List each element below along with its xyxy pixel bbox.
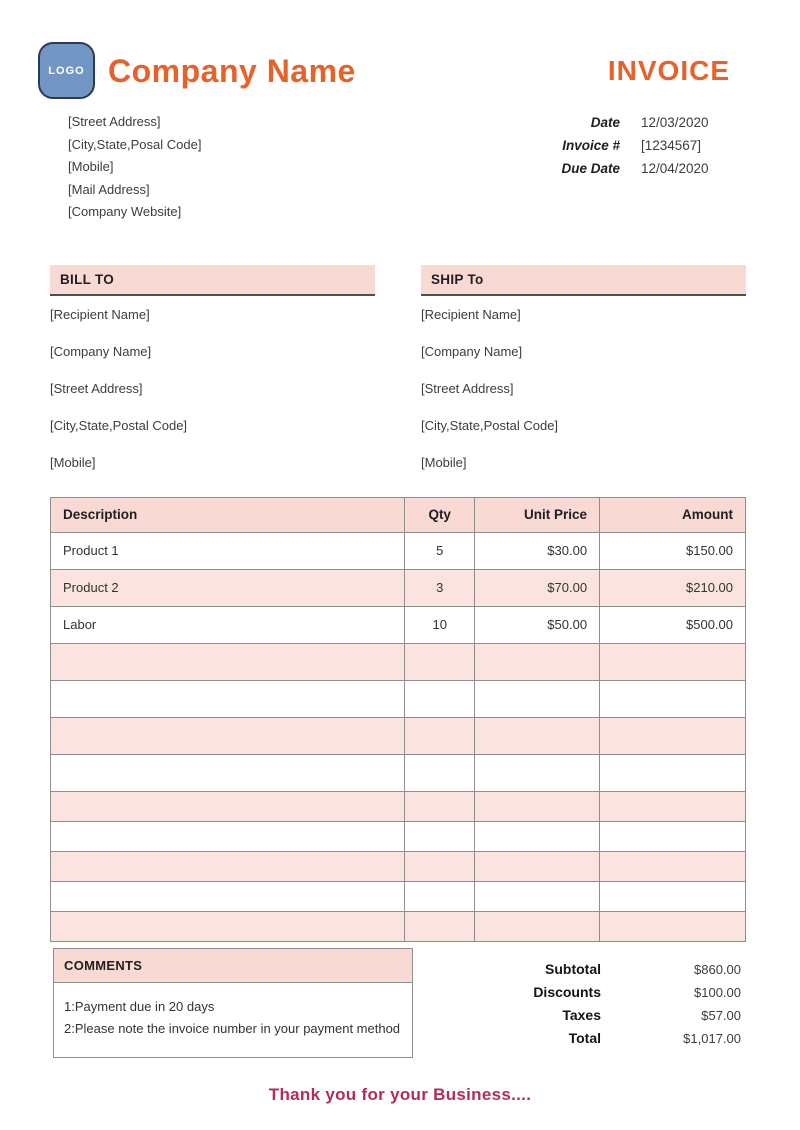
due-date-value: 12/04/2020	[641, 161, 709, 176]
item-row	[51, 606, 746, 643]
due-date-row	[502, 157, 741, 180]
empty-cell	[600, 821, 746, 851]
item-row	[51, 532, 746, 569]
empty-cell	[405, 643, 475, 680]
logo-text: LOGO	[48, 64, 85, 77]
comment-line: 2:Please note the invoice number in your payment method	[64, 1021, 401, 1036]
empty-item-row	[51, 911, 746, 941]
empty-cell	[600, 643, 746, 680]
invoice-meta-block	[502, 111, 741, 224]
empty-cell	[474, 911, 599, 941]
empty-item-row	[51, 881, 746, 911]
item-description: Product 1	[51, 532, 405, 569]
due-date-label: Due Date	[561, 161, 620, 176]
items-table-wrap	[0, 481, 800, 942]
empty-cell	[474, 821, 599, 851]
item-unit-price: $50.00	[474, 606, 599, 643]
ship-to-header: SHIP To	[421, 265, 746, 296]
empty-cell	[474, 643, 599, 680]
company-address-block	[68, 111, 201, 224]
invoice-title: INVOICE	[607, 55, 730, 86]
empty-cell	[600, 791, 746, 821]
date-label: Date	[590, 115, 620, 130]
discounts-value: $100.00	[694, 984, 741, 1000]
empty-cell	[474, 851, 599, 881]
empty-cell	[51, 643, 405, 680]
items-table-body	[51, 532, 746, 941]
company-name: Company Name	[108, 53, 356, 89]
empty-cell	[600, 717, 746, 754]
ship-to-company-name: [Company Name]	[421, 343, 523, 359]
item-amount: $210.00	[600, 569, 746, 606]
item-description: Labor	[51, 606, 405, 643]
bottom-section	[0, 942, 800, 1058]
empty-item-row	[51, 717, 746, 754]
item-amount: $150.00	[600, 532, 746, 569]
bill-to-header: BILL TO	[50, 265, 375, 296]
totals-block	[481, 948, 741, 1058]
ship-to-mobile: [Mobile]	[421, 454, 467, 470]
empty-item-row	[51, 851, 746, 881]
item-row	[51, 569, 746, 606]
empty-cell	[405, 911, 475, 941]
empty-item-row	[51, 791, 746, 821]
company-mail-address: [Mail Address]	[68, 181, 150, 197]
comments-body	[54, 983, 412, 1057]
invoice-date-row	[502, 111, 741, 134]
empty-cell	[474, 680, 599, 717]
company-website: [Company Website]	[68, 204, 182, 219]
empty-cell	[600, 754, 746, 791]
total-value: $1,017.00	[683, 1030, 741, 1046]
items-table	[50, 497, 746, 942]
taxes-value: $57.00	[701, 1007, 741, 1023]
empty-cell	[51, 911, 405, 941]
taxes-row	[481, 1004, 741, 1027]
ship-to-recipient-name: [Recipient Name]	[421, 306, 521, 322]
empty-cell	[474, 791, 599, 821]
empty-cell	[405, 821, 475, 851]
empty-cell	[600, 881, 746, 911]
bill-to-street-address: [Street Address]	[50, 380, 143, 396]
item-description: Product 2	[51, 569, 405, 606]
empty-cell	[405, 881, 475, 911]
item-unit-price: $30.00	[474, 532, 599, 569]
bill-to-company-name: [Company Name]	[50, 343, 152, 359]
bill-to-city-state: [City,State,Postal Code]	[50, 417, 188, 433]
comments-box	[53, 948, 413, 1058]
thank-you-message: Thank you for your Business....	[268, 1084, 532, 1104]
empty-cell	[51, 851, 405, 881]
items-table-header-row	[51, 497, 746, 532]
header	[0, 0, 800, 99]
item-unit-price: $70.00	[474, 569, 599, 606]
invoice-number-row	[502, 134, 741, 157]
discounts-label: Discounts	[533, 983, 601, 1000]
invoice-number-value: [1234567]	[641, 138, 702, 153]
col-header-unit-price: Unit Price	[474, 497, 599, 532]
empty-cell	[600, 911, 746, 941]
company-logo	[38, 42, 95, 99]
empty-cell	[51, 791, 405, 821]
col-header-description: Description	[51, 497, 405, 532]
empty-cell	[405, 680, 475, 717]
ship-to-city-state: [City,State,Postal Code]	[421, 417, 559, 433]
empty-cell	[51, 717, 405, 754]
item-qty: 5	[405, 532, 475, 569]
empty-cell	[51, 754, 405, 791]
ship-to-fields	[421, 296, 746, 481]
item-amount: $500.00	[600, 606, 746, 643]
empty-cell	[474, 881, 599, 911]
subtotal-value: $860.00	[694, 961, 741, 977]
empty-item-row	[51, 754, 746, 791]
company-street-address: [Street Address]	[68, 114, 161, 129]
total-label: Total	[568, 1029, 601, 1046]
info-row	[0, 99, 800, 224]
bill-to-fields	[50, 296, 375, 481]
company-mobile: [Mobile]	[68, 159, 114, 174]
item-qty: 3	[405, 569, 475, 606]
col-header-qty: Qty	[405, 497, 475, 532]
ship-to-section	[421, 265, 746, 481]
comment-line: 1:Payment due in 20 days	[64, 998, 215, 1014]
empty-cell	[600, 680, 746, 717]
empty-cell	[600, 851, 746, 881]
empty-cell	[51, 680, 405, 717]
subtotal-label: Subtotal	[545, 960, 601, 977]
bill-to-recipient-name: [Recipient Name]	[50, 306, 150, 322]
company-city-state: [City,State,Posal Code]	[68, 136, 202, 152]
col-header-amount: Amount	[600, 497, 746, 532]
empty-cell	[51, 881, 405, 911]
empty-cell	[405, 851, 475, 881]
comments-header: COMMENTS	[54, 949, 412, 983]
ship-to-street-address: [Street Address]	[421, 380, 514, 396]
total-row	[481, 1027, 741, 1050]
empty-cell	[405, 791, 475, 821]
empty-cell	[405, 754, 475, 791]
empty-cell	[405, 717, 475, 754]
date-value: 12/03/2020	[641, 115, 709, 130]
subtotal-row	[481, 958, 741, 981]
taxes-label: Taxes	[562, 1006, 601, 1023]
empty-item-row	[51, 821, 746, 851]
discounts-row	[481, 981, 741, 1004]
addresses-section	[0, 224, 800, 481]
bill-to-section	[50, 265, 375, 481]
empty-item-row	[51, 643, 746, 680]
item-qty: 10	[405, 606, 475, 643]
bill-to-mobile: [Mobile]	[50, 454, 96, 470]
empty-cell	[474, 754, 599, 791]
invoice-number-label: Invoice #	[562, 138, 620, 153]
empty-item-row	[51, 680, 746, 717]
empty-cell	[51, 821, 405, 851]
empty-cell	[474, 717, 599, 754]
